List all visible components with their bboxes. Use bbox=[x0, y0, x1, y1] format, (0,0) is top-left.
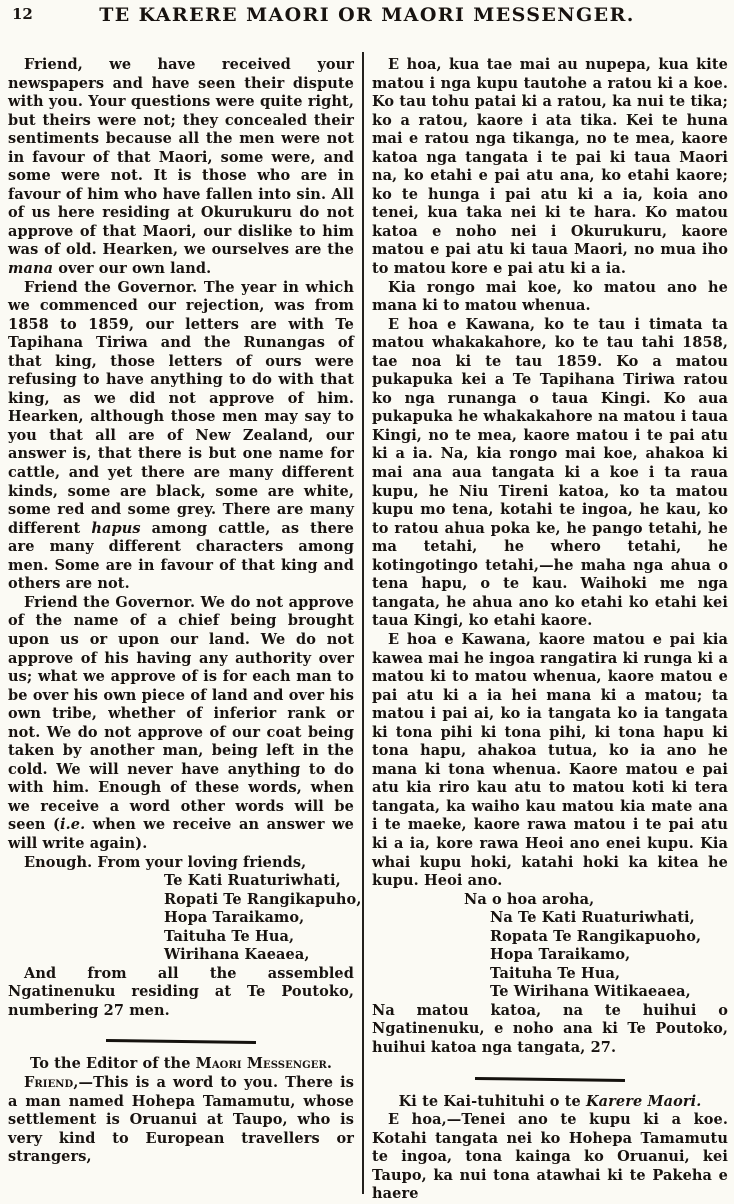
heading-text: Ki te Kai-tuhituhi o te bbox=[398, 1092, 586, 1110]
maori-paragraph-4: E hoa e Kawana, kaore matou e pai kia kawea mai he ingoa rangatira ki runga ki a matou ki to matou whenua, kaore matou e pai atu ki a ia hei mana ki a matou; ta matou i pai ai, ko ia tangata ko ia tangata ki tona pihi ki tona pihi, ki tona hapu ki tona hapu, ahakoa tutua, ko ia ano he mana ki tona whenua. Kaore matou e pai atu kia riro kau atu to matou koti ki tera tangata, ka waiho kau matou kia mate ana i te maeke, kaore rawa matou i te pai atu ki a ia, kore rawa Heoi ano enei kupu. Kia whai kupu hoki, katahi hoki ka kitea he kupu. Heoi ano. bbox=[372, 630, 728, 890]
masthead bbox=[0, 0, 734, 50]
english-closing-line: Enough. From your loving friends, bbox=[24, 853, 307, 871]
page-number: 12 bbox=[12, 5, 33, 23]
english-paragraph-3 bbox=[8, 594, 354, 854]
maori-signoff-intro: Na o hoa aroha, bbox=[464, 890, 595, 908]
right-column-maori bbox=[364, 52, 734, 1203]
english-paragraph-1 bbox=[8, 56, 354, 279]
signature-line: Te Kati Ruaturiwhati, bbox=[164, 872, 341, 890]
italic-word-hapus: hapus bbox=[91, 519, 141, 537]
heading-italic-karere-maori: Karere Maori. bbox=[585, 1092, 702, 1110]
paragraph-text: Friend, we have received your newspapers and have seen their dispute with you. Your questions were quite right, but theirs were not; they concealed their sentiments because all the men were not in favour of that Maori, some were, and some were not. It is those who are in favour of him who have fallen into sin. All of us here residing at Okurukuru do not approve of that Maori, our dislike to him was of old. Hearken, we ourselves are the bbox=[8, 56, 354, 259]
signature-line: Ropati Te Rangikapuho, bbox=[164, 890, 362, 908]
maori-paragraph-2: Kia rongo mai koe, ko matou ano he mana ki to matou whenua. bbox=[372, 278, 728, 315]
paragraph-text: ,—This is a word to you. There is a man named Hohepa Tamamutu, whose settlement is Oruanui at Taupo, who is very kind to European travellers or strangers, bbox=[8, 1073, 354, 1166]
two-column-layout bbox=[0, 52, 734, 1203]
maori-signature-block bbox=[372, 909, 728, 1002]
salutation-smallcaps: Friend bbox=[24, 1073, 74, 1091]
signature-line: Ropata Te Rangikapuoho, bbox=[490, 927, 702, 945]
maori-letter-opening: E hoa,—Tenei ano te kupu ki a koe. Kotahi tangata nei ko Hohepa Tamamutu te ingoa, tona kainga ko Oruanui, kei Taupo, ka nui tona atawhai ki te Pakeha e haere bbox=[372, 1111, 728, 1203]
paragraph-text: Friend the Governor. We do not approve of the name of a chief being brought upon us or upon our land. We do not approve of his having any authority over us; what we approve of is for each man to be over his own piece of land and over his own tribe, whether of inferior rank or not. We do not approve of our coat being taken by another man, being left in the cold. We will never have anything to do with him. Enough of these words, when we receive a word other words will be seen ( bbox=[8, 593, 354, 834]
maori-editor-heading bbox=[372, 1093, 728, 1112]
section-divider-rule bbox=[475, 1076, 625, 1081]
signature-line: Wirihana Kaeaea, bbox=[164, 946, 310, 964]
english-collective-signoff: And from all the assembled Ngatinenuku residing at Te Poutoko, numbering 27 men. bbox=[8, 964, 354, 1019]
signature-line: Hopa Taraikamo, bbox=[164, 909, 305, 927]
maori-paragraph-3: E hoa e Kawana, ko te tau i timata ta matou whakakahore, ko te tau tahi 1858, tae noa ki te tau 1859. Ko a matou pukapuka kei a Te Tapihana Tiriwa ratou ko nga runanga o taua Kingi. Ko aua pukapuka he whakakahore na matou i taua Kingi, no te mea, kaore matou i te pai atu ki a ia. Na, kia rongo mai koe, ahakoa ki mai ana aua tangata ki a koe i ta raua kupu, he Niu Tireni katoa, ko ta matou kupu mo tena, kotahi te ingoa, he kau, ko to ratou ahua poka ke, he pango tetahi, he ma tetahi, he whero tetahi, he kotingotingo tetahi,—he maha nga ahua o tena hapu, o te kau. Waihoki me nga tangata, he ahua ano ko etahi ko etahi kei taua Kingi, ko etahi kaore. bbox=[372, 315, 728, 630]
paragraph-text: when we receive an answer we will write again). bbox=[8, 816, 354, 852]
section-divider-rule bbox=[106, 1039, 256, 1044]
signature-line: Te Wirihana Witikaeaea, bbox=[490, 983, 691, 1001]
italic-word-mana: mana bbox=[8, 260, 54, 278]
left-column-english bbox=[0, 52, 362, 1194]
english-editor-heading bbox=[8, 1055, 354, 1074]
signature-line: Taituha Te Hua, bbox=[164, 927, 295, 945]
english-letter-opening bbox=[8, 1074, 354, 1167]
paragraph-text: Friend the Governor. The year in which we commenced our rejection, was from 1858 to 1859, our letters are with Te Tapihana Tiriwa and the Runangas of that king, those letters of ours were refusing to have anything to do with that king, as we did not approve of him. Hearken, although those men may say to you that all are of New Zealand, our answer is, that there is but one name for cattle, and yet there are many different kinds, some are black, some are white, some red and some grey. There are many different bbox=[8, 278, 354, 537]
english-paragraph-2 bbox=[8, 279, 354, 594]
paragraph-text: over our own land. bbox=[53, 260, 212, 278]
newspaper-title: TE KARERE MAORI OR MAORI MESSENGER. bbox=[99, 4, 635, 26]
heading-text: To the Editor of the bbox=[29, 1055, 196, 1073]
paragraph-text: among cattle, as there are many different characters among men. Some are in favour of that king and others are not. bbox=[8, 519, 354, 593]
maori-collective-signoff: Na matou katoa, na te huihui o Ngatinenuku, e noho ana ki Te Poutoko, huihui katoa nga tangata, 27. bbox=[372, 1001, 728, 1056]
italic-abbrev-ie: i.e. bbox=[59, 816, 86, 834]
heading-smallcaps: Maori Messenger. bbox=[195, 1055, 333, 1073]
english-signature-block bbox=[8, 872, 362, 965]
signature-line: Na Te Kati Ruaturiwhati, bbox=[490, 909, 695, 927]
signature-line: Hopa Taraikamo, bbox=[490, 946, 631, 964]
maori-paragraph-1: E hoa, kua tae mai au nupepa, kua kite matou i nga kupu tautohe a ratou ki a koe. Ko tau tohu patai ki a ratou, ka nui te tika; ko a ratou, kaore i ata tika. Kei te huna mai e ratou nga tikanga, no te mea, kaore katoa nga tangata i te pai ki taua Maori na, ko etahi e pai atu ana, ko etahi kaore; ko te hunga i pai atu ki a ia, koia ano tenei, kua taka nei ki te hara. Ko matou katoa e noho nei i Okurukuru, kaore matou e pai atu ki taua Maori, no mua iho to matou kore e pai atu ki a ia. bbox=[372, 56, 728, 278]
maori-signoff-intro-wrap bbox=[372, 891, 728, 910]
signature-line: Taituha Te Hua, bbox=[490, 964, 621, 982]
